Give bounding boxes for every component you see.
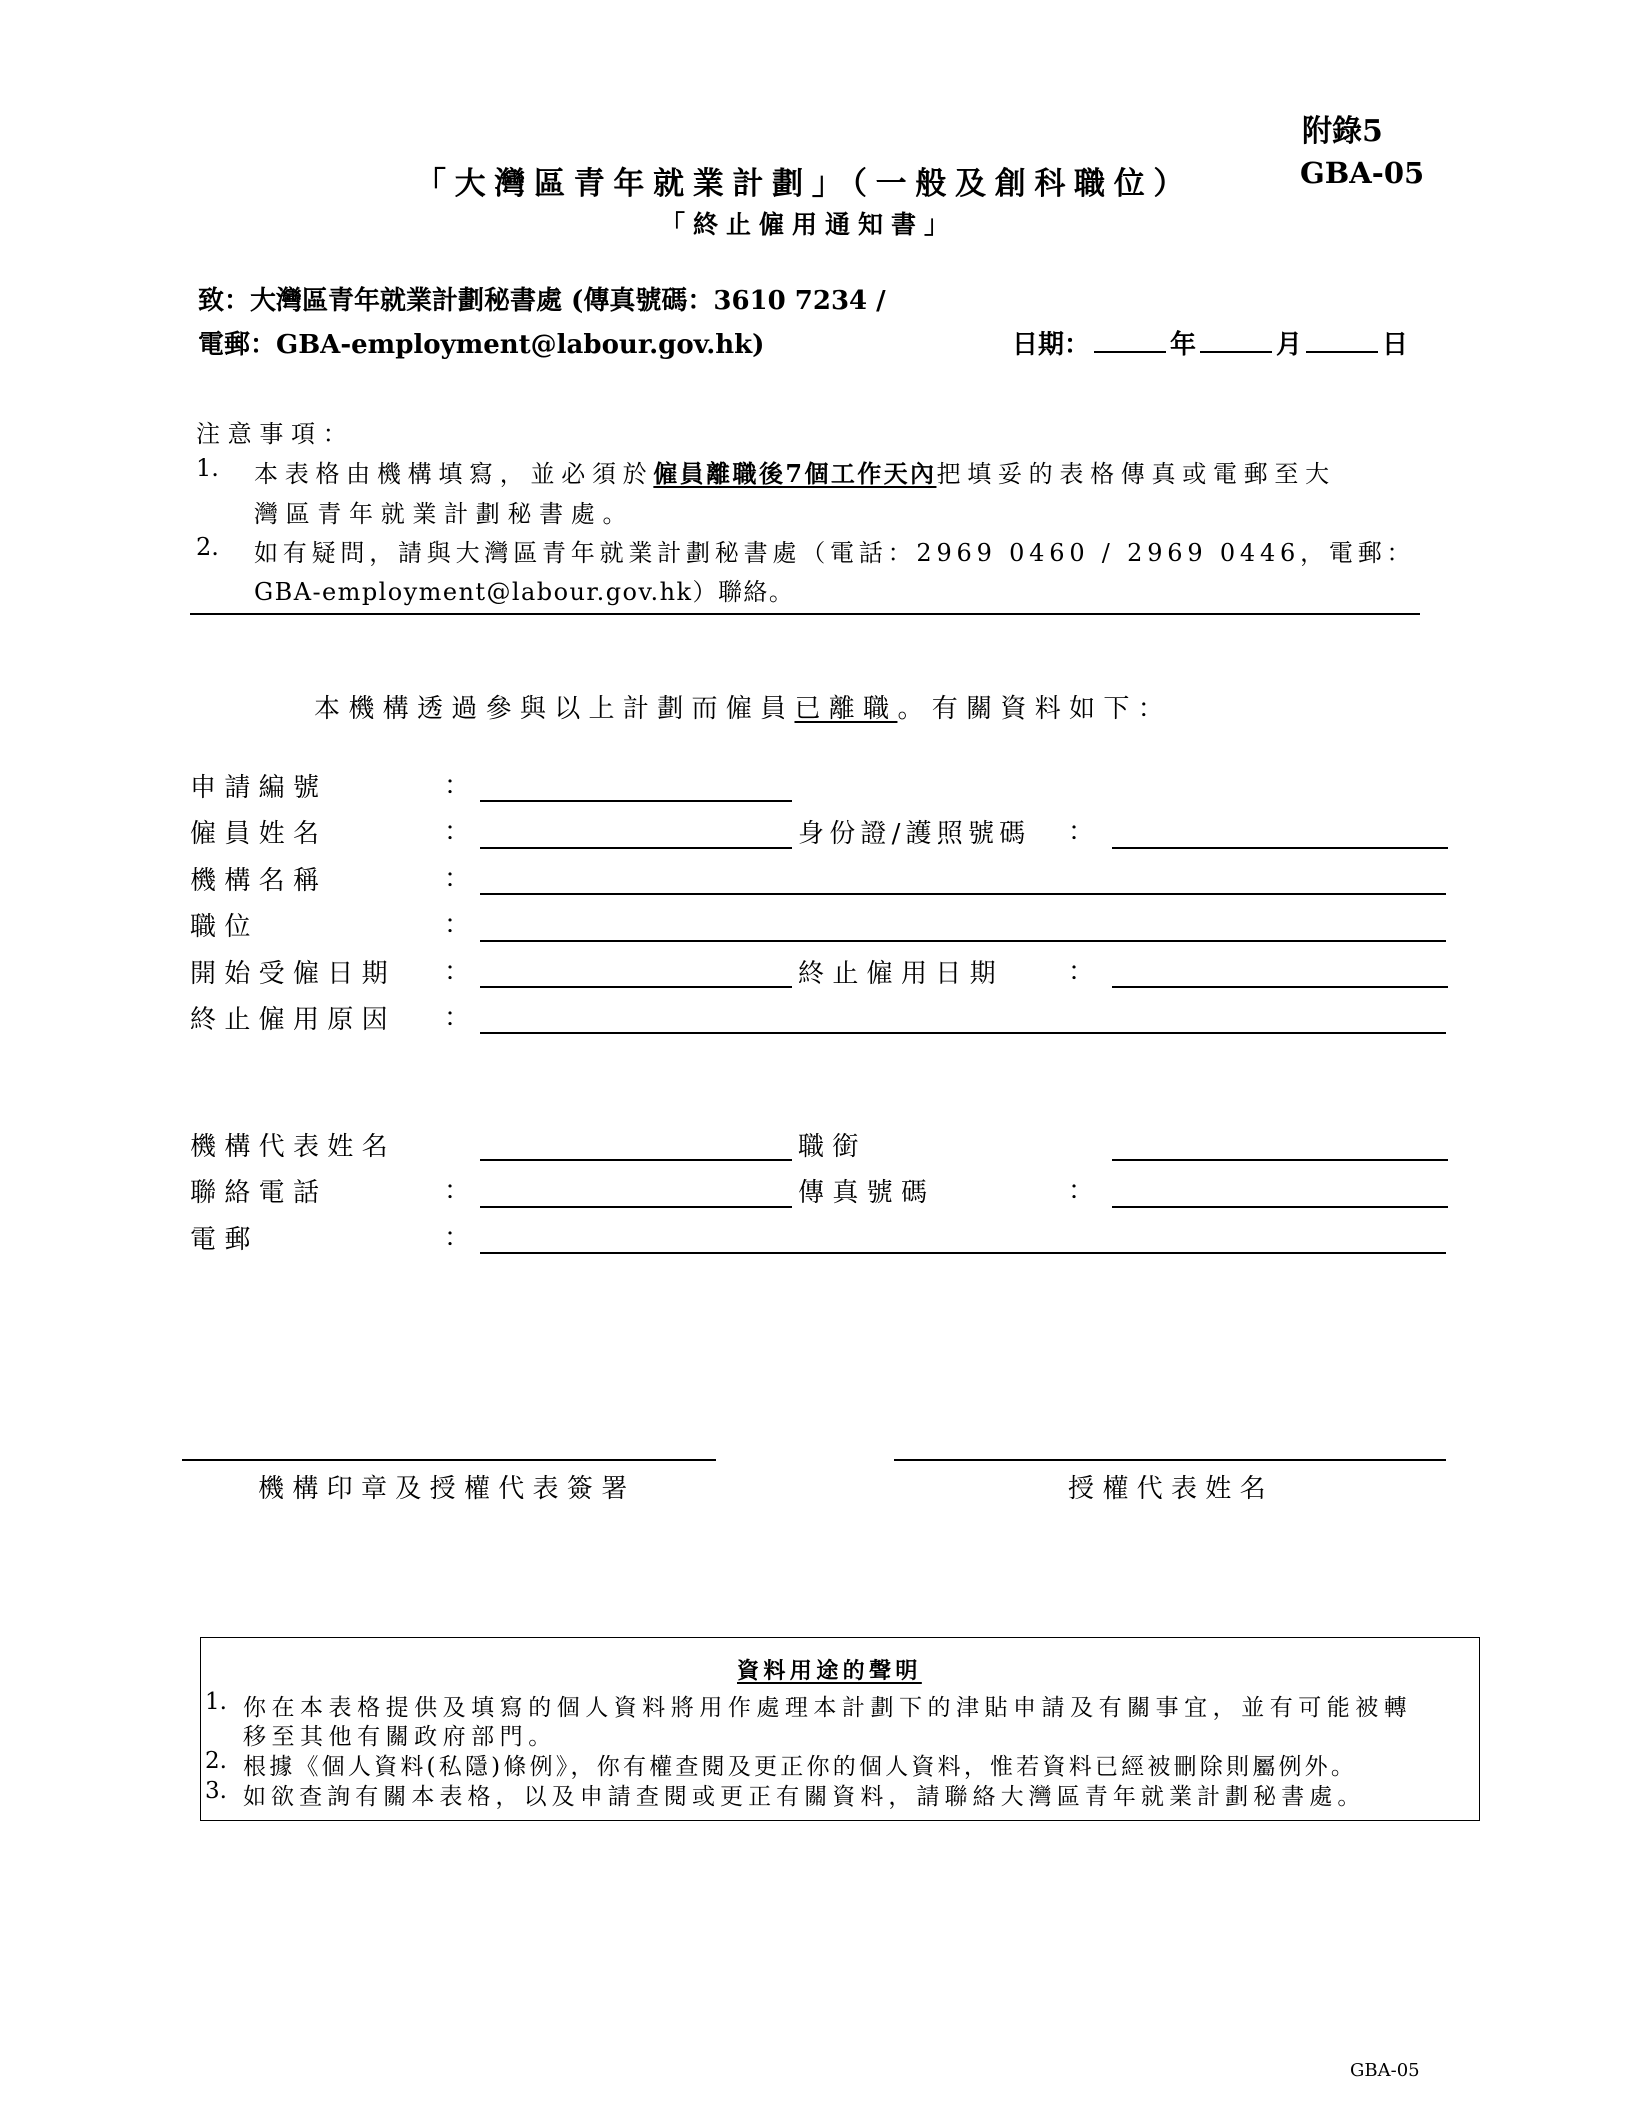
colon-employee-name: ： [444, 817, 471, 847]
privacy-item-2-number: 2. [205, 1748, 227, 1774]
statement-resigned: 已離職 [794, 694, 898, 724]
colon-fax: ： [1068, 1176, 1095, 1206]
notes-divider [190, 613, 1420, 615]
notes-item-1-deadline: 僱員離職後7個工作天內 [653, 459, 937, 488]
fax-field[interactable] [1112, 1206, 1448, 1208]
notes-item-1-text [254, 454, 1336, 489]
rep-title-field[interactable] [1112, 1159, 1448, 1161]
date-label: 日期： [1012, 330, 1091, 360]
date-day-label: 日 [1382, 330, 1409, 360]
label-fax: 傳真號碼 [798, 1178, 936, 1208]
signature-left-line[interactable] [182, 1459, 716, 1461]
colon-reason: ： [444, 1003, 471, 1033]
label-position: 職位 [190, 912, 259, 942]
privacy-statement-box [200, 1637, 1480, 1821]
form-title: 「大灣區青年就業計劃」（一般及創科職位） [415, 166, 1194, 202]
privacy-item-1-number: 1. [205, 1689, 227, 1715]
signature-right-line[interactable] [894, 1459, 1446, 1461]
privacy-item-1-continued: 移至其他有關政府部門。 [243, 1724, 557, 1750]
position-field[interactable] [480, 940, 1446, 942]
label-start-date: 開始受僱日期 [190, 959, 396, 989]
statement-post: 。有關資料如下： [897, 694, 1173, 724]
notes-item-1-pre: 本表格由機構填寫，並必須於 [254, 460, 654, 488]
colon-id-no: ： [1068, 817, 1095, 847]
label-phone: 聯絡電話 [190, 1178, 328, 1208]
label-rep-title: 職銜 [798, 1132, 867, 1162]
label-rep-name: 機構代表姓名 [190, 1132, 396, 1162]
employee-name-field[interactable] [480, 847, 792, 849]
colon-email: ： [444, 1223, 471, 1253]
colon-position: ： [444, 910, 471, 940]
footer-form-code: GBA-05 [1350, 2060, 1420, 2081]
signature-left-label: 機構印章及授權代表簽署 [258, 1474, 636, 1504]
label-employee-name: 僱員姓名 [190, 819, 328, 849]
rep-name-field[interactable] [480, 1159, 792, 1161]
label-org-name: 機構名稱 [190, 866, 328, 896]
form-code: GBA-05 [1300, 156, 1425, 190]
label-application-no: 申請編號 [190, 773, 328, 803]
colon-org-name: ： [444, 864, 471, 894]
id-no-field[interactable] [1112, 847, 1448, 849]
signature-right-label: 授權代表姓名 [1068, 1474, 1274, 1504]
date-month-label: 月 [1276, 330, 1303, 360]
reason-field[interactable] [480, 1032, 1446, 1034]
date-year-field[interactable] [1094, 351, 1166, 353]
appendix-label: 附錄5 [1302, 114, 1383, 149]
phone-field[interactable] [480, 1206, 792, 1208]
date-year-label: 年 [1170, 330, 1197, 360]
statement-pre: 本機構透過參與以上計劃而僱員 [314, 694, 795, 724]
colon-phone: ： [444, 1176, 471, 1206]
email-field[interactable] [480, 1252, 1446, 1254]
privacy-item-2-text: 根據《個人資料(私隱)條例》，你有權查閱及更正你的個人資料，惟若資料已經被刪除則屬例外。 [243, 1754, 1358, 1780]
date-day-field[interactable] [1306, 351, 1378, 353]
start-date-field[interactable] [480, 986, 792, 988]
privacy-item-3-text: 如欲查詢有關本表格，以及申請查閱或更正有關資料，請聯絡大灣區青年就業計劃秘書處。 [243, 1784, 1366, 1810]
notes-item-2-text: 如有疑問，請與大灣區青年就業計劃秘書處（電話：2969 0460 / 2969 0446，電郵： [254, 539, 1416, 567]
date-month-field[interactable] [1200, 351, 1272, 353]
form-subtitle: 「終止僱用通知書」 [660, 210, 958, 239]
application-no-field[interactable] [480, 800, 792, 802]
end-date-field[interactable] [1112, 986, 1448, 988]
statement-text [314, 688, 1172, 725]
privacy-item-3-number: 3. [205, 1778, 227, 1804]
label-id-no: 身份證/護照號碼 [798, 819, 1031, 849]
notes-item-1-number: 1. [196, 454, 219, 482]
colon-application-no: ： [444, 771, 471, 801]
label-reason: 終止僱用原因 [190, 1005, 396, 1035]
addressee-line-2: 電郵：GBA-employment@labour.gov.hk) [198, 330, 765, 360]
colon-end-date: ： [1068, 957, 1095, 987]
privacy-heading: 資料用途的聲明 [737, 1658, 922, 1684]
label-end-date: 終止僱用日期 [798, 959, 1004, 989]
org-name-field[interactable] [480, 893, 1446, 895]
notes-heading: 注意事項： [196, 420, 355, 448]
notes-item-2-continued: GBA-employment@labour.gov.hk）聯絡。 [254, 578, 795, 606]
notes-item-1-continued: 灣區青年就業計劃秘書處。 [254, 500, 635, 528]
privacy-item-1-text: 你在本表格提供及填寫的個人資料將用作處理本計劃下的津貼申請及有關事宜，並有可能被轉 [243, 1695, 1413, 1721]
notes-item-2-number: 2. [196, 533, 219, 561]
addressee-line-1: 致：大灣區青年就業計劃秘書處 (傳真號碼：3610 7234 / [198, 286, 886, 316]
label-email: 電郵 [190, 1225, 259, 1255]
notes-item-1-post: 把填妥的表格傳真或電郵至大 [936, 460, 1336, 488]
colon-start-date: ： [444, 957, 471, 987]
